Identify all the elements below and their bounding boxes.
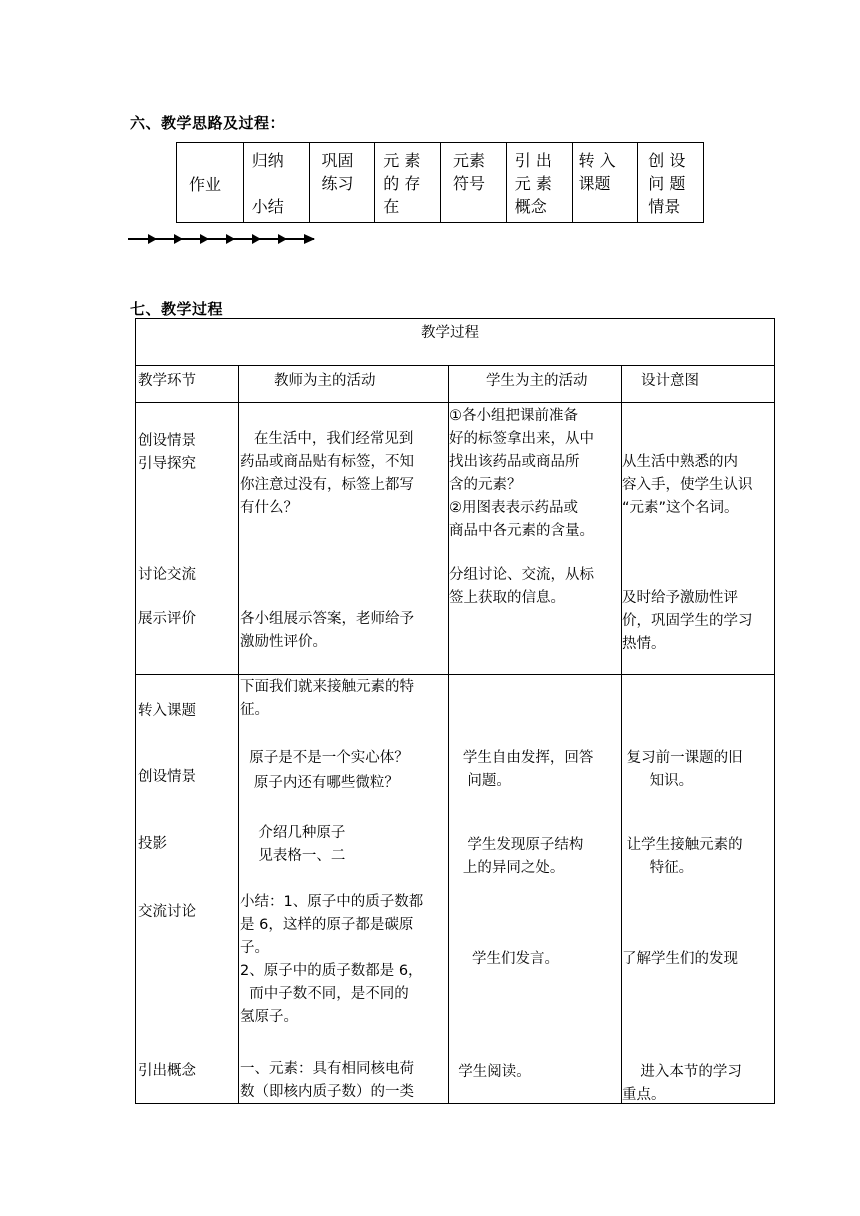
stage-cell: 讨论交流 (138, 567, 196, 583)
flow-cell-text: 小结 (251, 197, 284, 216)
header-teacher: 教师为主的活动 (274, 373, 376, 389)
student-cell: ①各小组把课前准备 (449, 408, 578, 424)
design-cell: 容入手，使学生认识 (622, 477, 753, 493)
header-design: 设计意图 (641, 373, 699, 389)
teacher-cell: 是 6，这样的原子都是碳原 (240, 917, 414, 933)
stage-cell: 创设情景 (138, 433, 196, 449)
student-cell: 好的标签拿出来，从中 (449, 431, 594, 447)
design-cell: 价，巩固学生的学习 (622, 613, 753, 629)
stage-cell: 引出概念 (138, 1063, 196, 1079)
flow-cell-text: 巩固 (321, 151, 354, 170)
teacher-cell: 2、原子中的质子数都是 6， (240, 963, 423, 979)
teaching-flow-table (176, 142, 704, 223)
table-title: 教学过程 (421, 325, 479, 341)
teacher-cell: 原子内还有哪些微粒？ (240, 775, 399, 791)
flow-cell-text: 在 (383, 197, 400, 216)
flow-cell-homework (177, 143, 243, 222)
table-rule (136, 402, 774, 403)
student-cell: 含的元素？ (449, 477, 522, 493)
flow-cell-text: 创 设 (648, 151, 686, 170)
design-cell: 让学生接触元素的 (622, 837, 743, 853)
teacher-cell: 各小组展示答案，老师给予 (240, 611, 414, 627)
teacher-cell: 小结：1、原子中的质子数都 (240, 894, 424, 910)
teacher-cell: 而中子数不同，是不同的 (240, 986, 409, 1002)
teacher-cell: 有什么？ (240, 500, 298, 516)
teacher-cell: 你注意过没有，标签上都写 (240, 477, 414, 493)
design-cell: 重点。 (622, 1087, 666, 1103)
student-cell: 上的异同之处。 (449, 860, 565, 876)
teacher-cell: 一、元素：具有相同核电荷 (240, 1061, 414, 1077)
header-stage: 教学环节 (138, 373, 196, 389)
design-cell: 特征。 (622, 860, 694, 876)
design-cell: 复习前一课题的旧 (622, 750, 743, 766)
flow-cell-summary (243, 143, 309, 222)
design-cell: 了解学生们的发现 (622, 951, 738, 967)
flow-cell-scenario (637, 143, 703, 222)
teacher-cell: 下面我们就来接触元素的特 (240, 679, 414, 695)
student-cell: 学生发现原子结构 (449, 837, 584, 853)
table-rule (136, 365, 774, 366)
design-cell: 热情。 (622, 636, 666, 652)
flow-cell-text: 情景 (648, 197, 681, 216)
flow-cell-text: 的 存 (383, 174, 421, 193)
flow-cell-text: 课题 (578, 174, 611, 193)
section7-heading: 七、教学过程 (130, 300, 224, 318)
teaching-process-table (135, 318, 775, 1104)
flow-cell-practice (309, 143, 375, 222)
flow-cell-text: 引 出 (514, 151, 552, 170)
teacher-cell: 氢原子。 (240, 1009, 298, 1025)
student-cell: 学生自由发挥，回答 (449, 750, 594, 766)
flow-cell-text: 元 素 (514, 174, 552, 193)
flow-cell-text: 概念 (514, 197, 547, 216)
teacher-cell: 原子是不是一个实心体？ (240, 750, 409, 766)
flow-cell-text: 元 素 (383, 151, 421, 170)
flow-cell-element-existence (374, 143, 440, 222)
design-cell: 知识。 (622, 773, 694, 789)
teacher-cell: 激励性评价。 (240, 634, 327, 650)
flow-cell-element-concept (506, 143, 572, 222)
student-cell: 问题。 (449, 773, 511, 789)
flow-cell-element-symbol (440, 143, 506, 222)
teacher-cell: 药品或商品贴有标签，不知 (240, 454, 414, 470)
student-cell: 学生们发言。 (449, 951, 560, 967)
teacher-cell: 见表格一、二 (240, 848, 346, 864)
flow-cell-topic (572, 143, 638, 222)
flow-cell-text: 作业 (189, 175, 222, 194)
arrow-chain-icon (128, 232, 320, 246)
stage-cell: 投影 (138, 836, 167, 852)
stage-cell: 交流讨论 (138, 904, 196, 920)
section6-heading: 六、教学思路及过程： (130, 114, 286, 132)
stage-cell: 创设情景 (138, 769, 196, 785)
design-cell: 及时给予激励性评 (622, 590, 738, 606)
teacher-cell: 子。 (240, 940, 269, 956)
student-cell: 分组讨论、交流，从标 (449, 567, 594, 583)
header-student: 学生为主的活动 (486, 373, 588, 389)
flow-cell-text: 符号 (453, 174, 486, 193)
student-cell: 学生阅读。 (449, 1064, 531, 1080)
flow-cell-text: 问 题 (648, 174, 686, 193)
design-cell: 从生活中熟悉的内 (622, 454, 738, 470)
flow-cell-text: 元素 (453, 151, 486, 170)
design-cell: 进入本节的学习 (622, 1064, 742, 1080)
design-cell: “元素”这个名词。 (622, 500, 739, 516)
table-rule (136, 674, 774, 675)
teacher-cell: 数（即核内质子数）的一类 (240, 1084, 414, 1100)
teacher-cell: 介绍几种原子 (240, 825, 346, 841)
table-rule (238, 365, 239, 1104)
flow-cell-text: 练习 (321, 174, 354, 193)
teacher-cell: 在生活中，我们经常见到 (240, 431, 414, 447)
student-cell: 找出该药品或商品所 (449, 454, 580, 470)
flow-cell-text: 转 入 (578, 151, 616, 170)
flow-cell-text: 归纳 (251, 151, 284, 170)
stage-cell: 引导探究 (138, 456, 196, 472)
stage-cell: 展示评价 (138, 611, 196, 627)
student-cell: 商品中各元素的含量。 (449, 523, 594, 539)
teacher-cell: 征。 (240, 702, 269, 718)
student-cell: 签上获取的信息。 (449, 590, 565, 606)
stage-cell: 转入课题 (138, 703, 196, 719)
student-cell: ②用图表表示药品或 (449, 500, 578, 516)
